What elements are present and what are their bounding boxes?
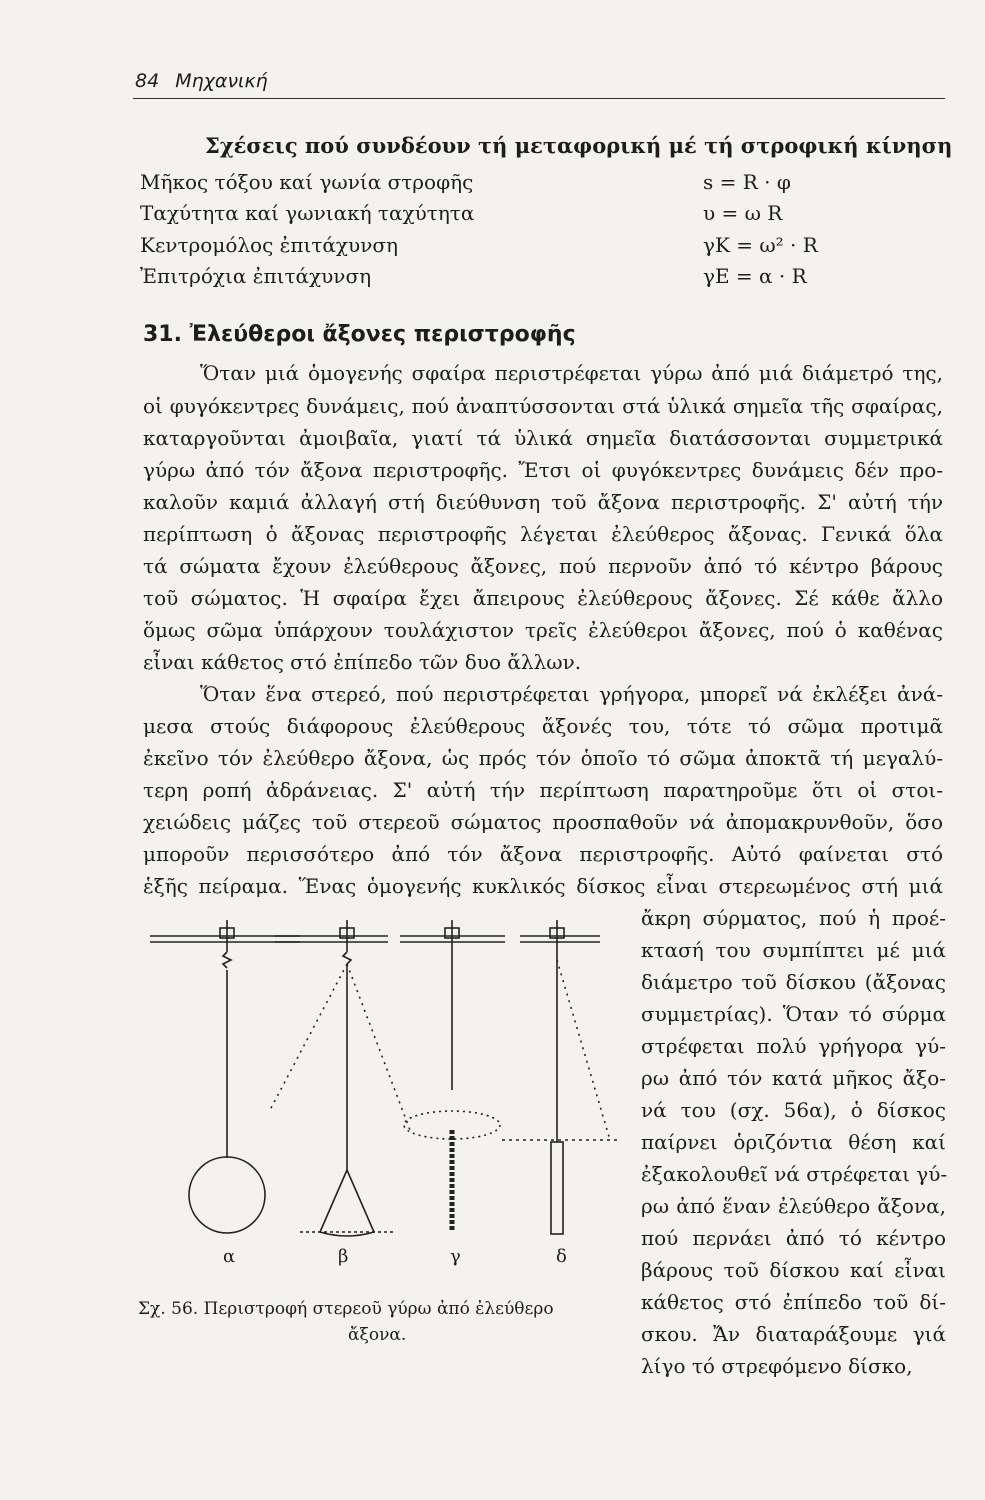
side-line: κτασή του συμπίπτει μέ μιά xyxy=(641,938,946,962)
page-number: 84 xyxy=(135,70,160,92)
figure-d-rod xyxy=(502,920,620,1234)
side-line: κάθετος στό ἐπίπεδο τοῦ δί- xyxy=(641,1290,946,1314)
figure-b-tilted-disc xyxy=(270,920,410,1236)
body-line: μεσα στούς διάφορους ἐλεύθερους ἄξονές του, τότε τό σῶμα προτιμᾶ xyxy=(143,714,943,738)
figure-a-disc-pendulum xyxy=(150,920,300,1233)
side-line: νά του (σχ. 56α), ὁ δίσκος xyxy=(641,1098,946,1122)
caption-number: Σχ. 56. xyxy=(138,1299,199,1319)
relation-label: Μῆκος τόξου καί γωνία στροφῆς xyxy=(140,170,474,194)
body-line: περίπτωση ὁ ἄξονας περιστροφῆς λέγεται ἐλεύθερος ἄξονας. Γενικά ὅλα xyxy=(143,522,943,546)
body-line: Ὅταν ἕνα στερεό, πού περιστρέφεται γρήγορα, μπορεῖ νά ἐκλέξει ἀνά- xyxy=(200,682,943,706)
side-line: παίρνει ὁριζόντια θέση καί xyxy=(641,1130,946,1154)
body-line: ἑξῆς πείραμα. Ἕνας ὁμογενής κυκλικός δίσκος εἶναι στερεωμένος στή μιά xyxy=(143,874,943,898)
side-line: διάμετρο τοῦ δίσκου (ἄξονας xyxy=(641,970,946,994)
body-line: ὅμως σῶμα ὑπάρχουν τουλάχιστον τρεῖς ἐλεύθεροι ἄξονες, πού ὁ καθένας xyxy=(143,618,943,642)
side-line: συμμετρίας). Ὅταν τό σύρμα xyxy=(641,1002,946,1026)
section-number: 31. xyxy=(143,322,182,347)
caption-text: Περιστροφή στερεοῦ γύρω ἀπό ἐλεύθερο xyxy=(203,1299,554,1319)
body-line: ἐκεῖνο τόν ἐλεύθερο ἄξονα, ὡς πρός τόν ὁποῖο τό σῶμα ἀποκτᾶ τή μεγαλύ- xyxy=(143,746,943,770)
body-line: μποροῦν περισσότερο ἀπό τόν ἄξονα περιστροφῆς. Αὐτό φαίνεται στό xyxy=(143,842,943,866)
side-line: σκου. Ἄν διαταράξουμε γιά xyxy=(641,1322,946,1346)
side-line: στρέφεται πολύ γρήγορα γύ- xyxy=(641,1034,946,1058)
relation-formula: γK = ω² · R xyxy=(703,233,818,257)
side-line: βάρους τοῦ δίσκου καί εἶναι xyxy=(641,1258,946,1282)
running-title: Μηχανική xyxy=(175,70,268,92)
relation-label: Ἐπιτρόχια ἐπιτάχυνση xyxy=(140,264,372,288)
side-line: ἐξακολουθεῖ νά στρέφεται γύ- xyxy=(641,1162,948,1186)
body-line: τερη ροπή ἀδράνειας. Σ' αὐτή τήν περίπτωση παρατηροῦμε ὅτι οἱ στοι- xyxy=(143,778,943,802)
body-line: καλοῦν καμιά ἀλλαγή στή διεύθυνση τοῦ ἄξονα περιστροφῆς. Σ' αὐτή τήν xyxy=(143,490,943,514)
side-line: λίγο τό στρεφόμενο δίσκο, xyxy=(641,1354,913,1378)
side-line: πού περνάει ἀπό τό κέντρο xyxy=(641,1226,946,1250)
relations-title: Σχέσεις πού συνδέουν τή μεταφορική μέ τή στροφική κίνηση xyxy=(205,133,953,158)
figure-caption xyxy=(138,1296,628,1348)
body-line: χειώδεις μάζες τοῦ στερεοῦ σώματος προσπαθοῦν νά ἀπομακρυνθοῦν, ὅσο xyxy=(143,810,943,834)
running-header xyxy=(135,70,935,92)
figure-label-c: γ xyxy=(450,1246,461,1267)
relation-label: Ταχύτητα καί γωνιακή ταχύτητα xyxy=(140,201,475,225)
body-line: οἱ φυγόκεντρες δυνάμεις, πού ἀναπτύσσονται στά ὑλικά σημεῖα τῆς σφαίρας, xyxy=(143,394,943,418)
relation-formula: s = R · φ xyxy=(703,170,791,194)
side-line: ἄκρη σύρματος, πού ἡ προέ- xyxy=(641,906,946,930)
figure-label-d: δ xyxy=(556,1246,567,1267)
body-line: Ὅταν μιά ὁμογενής σφαίρα περιστρέφεται γύρω ἀπό μιά διάμετρό της, xyxy=(200,361,943,385)
figure-c-chain xyxy=(400,920,505,1230)
relation-formula: υ = ω R xyxy=(703,201,783,225)
section-title: Ἐλεύθεροι ἄξονες περιστροφῆς xyxy=(189,322,576,347)
header-rule xyxy=(133,98,945,99)
body-line: τά σώματα ἔχουν ἐλεύθερους ἄξονες, πού περνοῦν ἀπό τό κέντρο βάρους xyxy=(143,554,943,578)
caption-text-2: ἄξονα. xyxy=(348,1325,407,1345)
relation-label: Κεντρομόλος ἐπιτάχυνση xyxy=(140,233,398,257)
relation-formula: γE = α · R xyxy=(703,264,807,288)
body-line: γύρω ἀπό τόν ἄξονα περιστροφῆς. Ἔτσι οἱ φυγόκεντρες δυνάμεις δέν προ- xyxy=(143,458,943,482)
figure-56-illustration xyxy=(130,890,630,1270)
body-line: τοῦ σώματος. Ἡ σφαίρα ἔχει ἄπειρους ἐλεύθερους ἄξονες. Σέ κάθε ἄλλο xyxy=(143,586,943,610)
figure-label-b: β xyxy=(338,1246,349,1267)
side-line: ρω ἀπό ἕναν ἐλεύθερο ἄξονα, xyxy=(641,1194,946,1218)
body-line: εἶναι κάθετος στό ἐπίπεδο τῶν δυο ἄλλων. xyxy=(143,650,582,674)
section-heading xyxy=(143,322,576,347)
figure-label-a: α xyxy=(223,1246,236,1267)
side-line: ρω ἀπό τόν κατά μῆκος ἄξο- xyxy=(641,1066,946,1090)
body-line: καταργοῦνται ἀμοιβαῖα, γιατί τά ὑλικά σημεῖα διατάσσονται συμμετρικά xyxy=(143,426,943,450)
